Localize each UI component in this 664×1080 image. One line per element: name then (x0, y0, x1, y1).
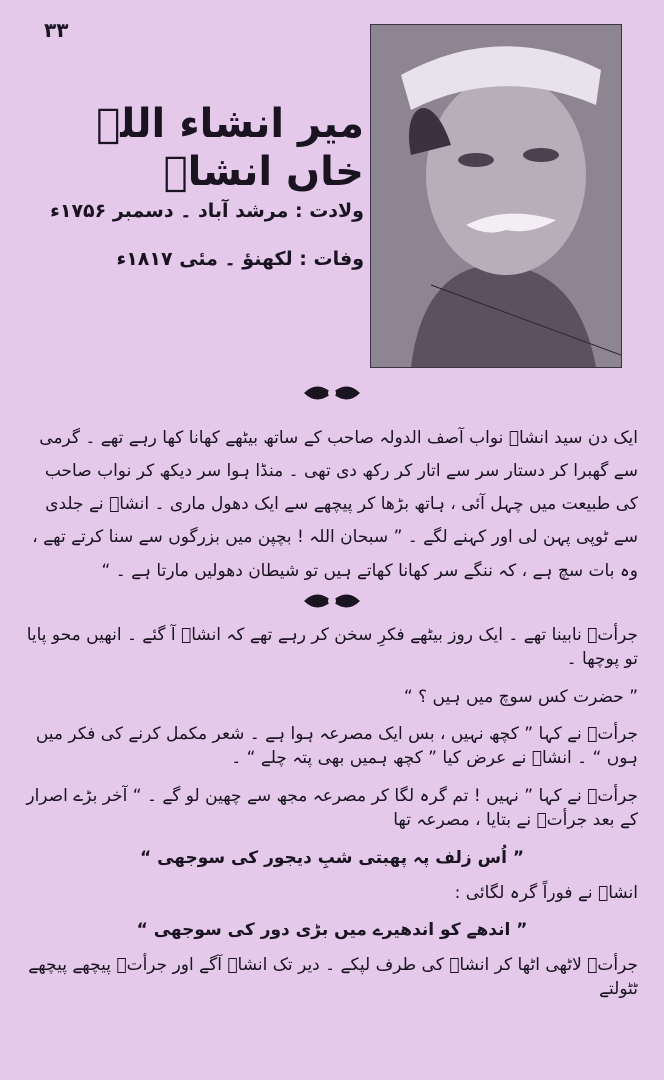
birth-info: ولادت : مرشد آباد ۔ دسمبر ۱۷۵۶ء (50, 200, 364, 222)
ornament-divider (302, 586, 362, 616)
dialogue-line: ” حضرت کس سوچ میں ہیں ؟ “ (403, 686, 638, 707)
verse-line: ” اُس زلف پہ پھبتی شبِ دیجور کی سوجھی “ (140, 847, 524, 868)
portrait-photo (370, 24, 622, 368)
page-number: ۳۳ (44, 18, 69, 42)
verse-line: ” اندھے کو اندھیرے میں بڑی دور کی سوجھی “ (136, 920, 528, 941)
story-section (26, 624, 638, 1016)
page-title: میر انشاء اللہ خاں انشاؔ (96, 101, 364, 195)
story-line: انشاؔ نے فوراً گرہ لگائی : (454, 882, 638, 903)
intro-paragraph: ایک دن سید انشاؔ نواب آصف الدولہ صاحب کے ساتھ بیٹھے کھانا کھا رہے تھے ۔ گرمی سے گھبرا کر دستار سر سے اتار کر رکھ دی تھی ۔ منڈا ہوا سر دیکھ کر نواب صاحب کی طبیعت میں چہل آئی ، ہاتھ بڑھا کر پیچھے سے ایک دھول ماری ۔ انشاؔ نے جلدی سے ٹوپی پہن لی اور کہنے لگے ۔ ” سبحان اللہ ! بچپن میں بزرگوں سے سنا کرتے تھے ، وہ بات سچ ہے ، کہ ننگے سر کھانا کھاتے ہیں تو شیطان دھولیں مارتا ہے ۔ “ (32, 428, 638, 581)
story-line: جرأتؔ لاٹھی اٹھا کر انشاؔ کی طرف لپکے ۔ دیر تک انشاؔ آگے اور جرأتؔ پیچھے پیچھے ٹٹولتے (28, 955, 638, 1000)
story-line: جرأتؔ نابینا تھے ۔ ایک روز بیٹھے فکرِ سخن کر رہے تھے کہ انشاؔ آ گئے ۔ انھیں محو پایا تو پوچھا ۔ (26, 625, 638, 669)
story-line: جرأتؔ نے کہا ” کچھ نہیں ، بس ایک مصرعہ ہوا ہے ۔ شعر مکمل کرنے کی فکر میں ہوں “ ۔ انشاؔ نے عرض کیا ” کچھ ہمیں بھی پتہ چلے “ ۔ (35, 724, 638, 769)
story-line: جرأتؔ نے کہا ” نہیں ! تم گرہ لگا کر مصرعہ مجھ سے چھین لو گے ۔ “ آخر بڑے اصرار کے بعد جرأتؔ نے بتایا ، مصرعہ تھا (26, 785, 638, 830)
death-info: وفات : لکھنؤ ۔ مئی ۱۸۱۷ء (116, 248, 364, 270)
ornament-divider (302, 378, 362, 408)
